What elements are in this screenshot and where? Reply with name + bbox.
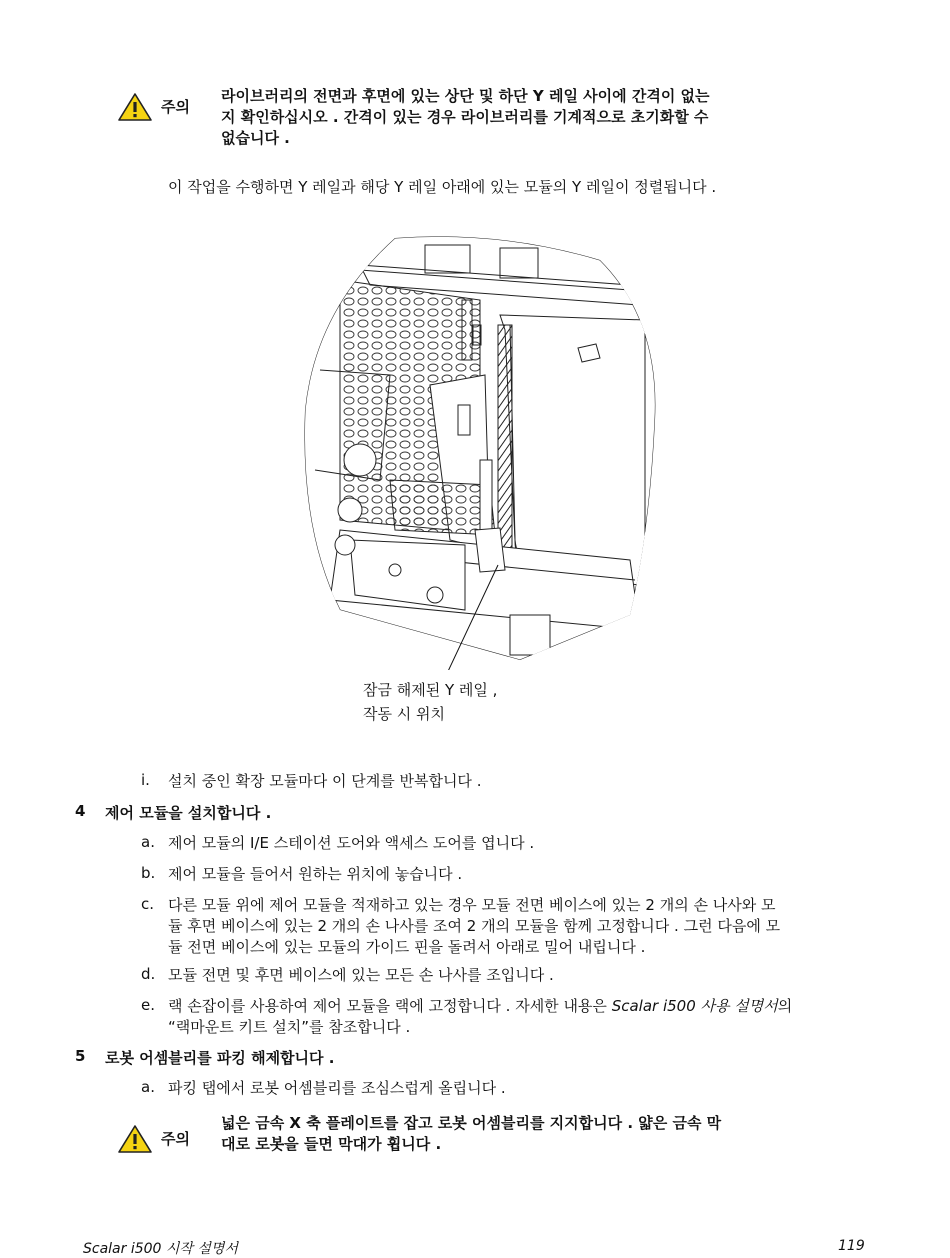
caution-label: 주의 xyxy=(161,98,190,116)
substep-text: 모듈 전면 및 후면 베이스에 있는 모든 손 나사를 조입니다 . xyxy=(168,966,554,984)
intro-text: 이 작업을 수행하면 Y 레일과 해당 Y 레일 아래에 있는 모듈의 Y 레일이 정렬됩니다 . xyxy=(168,178,717,196)
caution-label: 주의 xyxy=(161,1130,190,1148)
warning-icon xyxy=(117,92,153,122)
caution-line: 지 확인하십시오 . 간격이 있는 경우 라이브러리를 기계적으로 초기화할 수 xyxy=(221,108,709,126)
caution-text-1 xyxy=(221,86,801,149)
substep-line xyxy=(168,996,868,1017)
substep-letter: b. xyxy=(141,864,156,882)
substep-letter: a. xyxy=(141,833,155,851)
step-title: 로봇 어셈블리를 파킹 해제합니다 . xyxy=(105,1049,335,1067)
caution-line: 대로 로봇을 들면 막대가 휩니다 . xyxy=(221,1135,442,1153)
substep-text: 파킹 탭에서 로봇 어셈블리를 조심스럽게 올립니다 . xyxy=(168,1079,506,1097)
footer-page-number: 119 xyxy=(838,1238,865,1254)
step-number: 4 xyxy=(75,802,86,820)
warning-icon xyxy=(117,1124,153,1154)
substep-text-part: 랙 손잡이를 사용하여 제어 모듈을 랙에 고정합니다 . 자세한 내용은 xyxy=(168,997,612,1015)
substep-letter: a. xyxy=(141,1078,155,1096)
footer-doc-title: Scalar i500 시작 설명서 xyxy=(83,1241,238,1257)
caution-line: 넓은 금속 X 축 플레이트를 잡고 로봇 어셈블리를 지지합니다 . 얇은 금속 막 xyxy=(221,1114,722,1132)
substep-line: 듈 전면 베이스에 있는 모듈의 가이드 핀을 돌려서 아래로 밀어 내립니다 . xyxy=(168,938,646,956)
figure-callout xyxy=(363,678,497,726)
substep-letter: d. xyxy=(141,965,156,983)
substep-text: 제어 모듈의 I/E 스테이션 도어와 액세스 도어를 엽니다 . xyxy=(168,834,535,852)
substep-letter: i. xyxy=(141,771,150,789)
substep-letter: c. xyxy=(141,895,155,913)
step-number: 5 xyxy=(75,1047,86,1065)
substep-letter: e. xyxy=(141,996,155,1014)
substep-text xyxy=(168,895,868,958)
callout-line-2: 작동 시 위치 xyxy=(363,705,445,723)
caution-line: 라이브러리의 전면과 후면에 있는 상단 및 하단 Y 레일 사이에 간격이 없는 xyxy=(221,87,710,105)
substep-line: “랙마운트 키트 설치”를 참조합니다 . xyxy=(168,1018,411,1036)
substep-text: 제어 모듈을 들어서 원하는 위치에 놓습니다 . xyxy=(168,865,463,883)
substep-text-part: 의 xyxy=(777,997,793,1015)
substep-line: 다른 모듈 위에 제어 모듈을 적재하고 있는 경우 모듈 전면 베이스에 있는 2 개의 손 나사와 모 xyxy=(168,896,776,914)
substep-text xyxy=(168,996,868,1038)
caution-text-2 xyxy=(221,1113,801,1155)
substep-line: 듈 후면 베이스에 있는 2 개의 손 나사를 조여 2 개의 모듈을 함께 고정합니다 . 그런 다음에 모 xyxy=(168,917,781,935)
callout-line-1: 잠금 해제된 Y 레일 , xyxy=(363,681,498,699)
y-rail-illustration xyxy=(300,230,660,670)
substep-text: 설치 중인 확장 모듈마다 이 단계를 반복합니다 . xyxy=(168,772,482,790)
step-title: 제어 모듈을 설치합니다 . xyxy=(105,804,272,822)
caution-line: 없습니다 . xyxy=(221,129,290,147)
manual-title: Scalar i500 사용 설명서 xyxy=(611,997,778,1015)
